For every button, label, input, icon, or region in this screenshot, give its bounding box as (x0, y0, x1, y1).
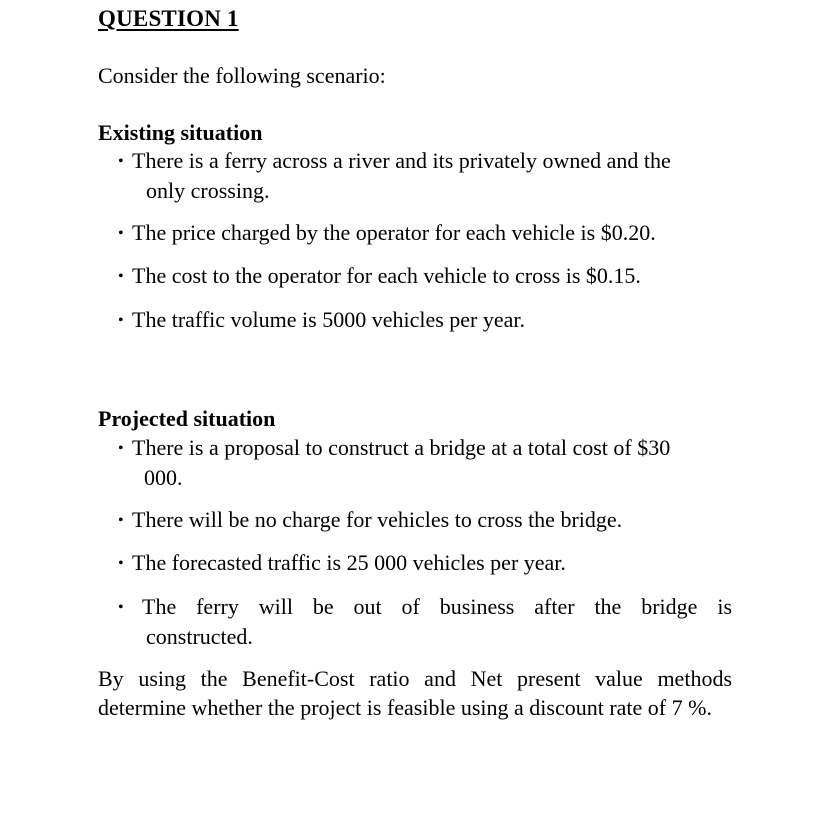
existing-situation-heading: Existing situation (98, 120, 263, 145)
bullet-icon: • (118, 268, 124, 285)
existing-bullet-2 (118, 218, 732, 248)
bullet-text: The cost to the operator for each vehicle to cross is $0.15. (132, 263, 641, 288)
projected-bullet-3 (118, 548, 732, 578)
bullet-icon: • (118, 555, 124, 572)
projected-situation-heading: Projected situation (98, 406, 276, 431)
bullet-text-continuation: only crossing. (146, 178, 270, 203)
bullet-icon: • (118, 312, 124, 329)
bullet-text: The ferry will be out of business after the bridge is (142, 594, 732, 619)
bullet-icon: • (118, 440, 124, 457)
conclusion-paragraph: By using the Benefit-Cost ratio and Net present value methods determine whether the project is feasible using a discount rate of 7 %. (98, 666, 732, 720)
bullet-icon: • (118, 599, 124, 616)
existing-bullet-4 (118, 305, 732, 335)
projected-bullet-2 (118, 505, 732, 535)
bullet-icon: • (118, 225, 124, 242)
bullet-text: There is a ferry across a river and its privately owned and the (132, 148, 671, 173)
bullet-text: There is a proposal to construct a bridge at a total cost of $30 (132, 435, 671, 460)
question-title: QUESTION 1 (98, 6, 239, 31)
bullet-text-continuation: constructed. (146, 624, 253, 649)
bullet-text-continuation: 000. (144, 465, 183, 490)
existing-bullet-1 (118, 146, 732, 205)
existing-bullet-3 (118, 261, 732, 291)
intro-text: Consider the following scenario: (98, 63, 386, 88)
bullet-icon: • (118, 153, 124, 170)
bullet-text: The price charged by the operator for each vehicle is $0.20. (132, 220, 656, 245)
projected-bullet-4 (118, 592, 732, 651)
projected-bullet-1 (118, 433, 732, 492)
bullet-first-line (118, 592, 732, 622)
bullet-text: There will be no charge for vehicles to cross the bridge. (132, 507, 623, 532)
bullet-icon: • (118, 512, 124, 529)
bullet-text: The traffic volume is 5000 vehicles per year. (132, 307, 526, 332)
bullet-text: The forecasted traffic is 25 000 vehicles per year. (132, 550, 566, 575)
